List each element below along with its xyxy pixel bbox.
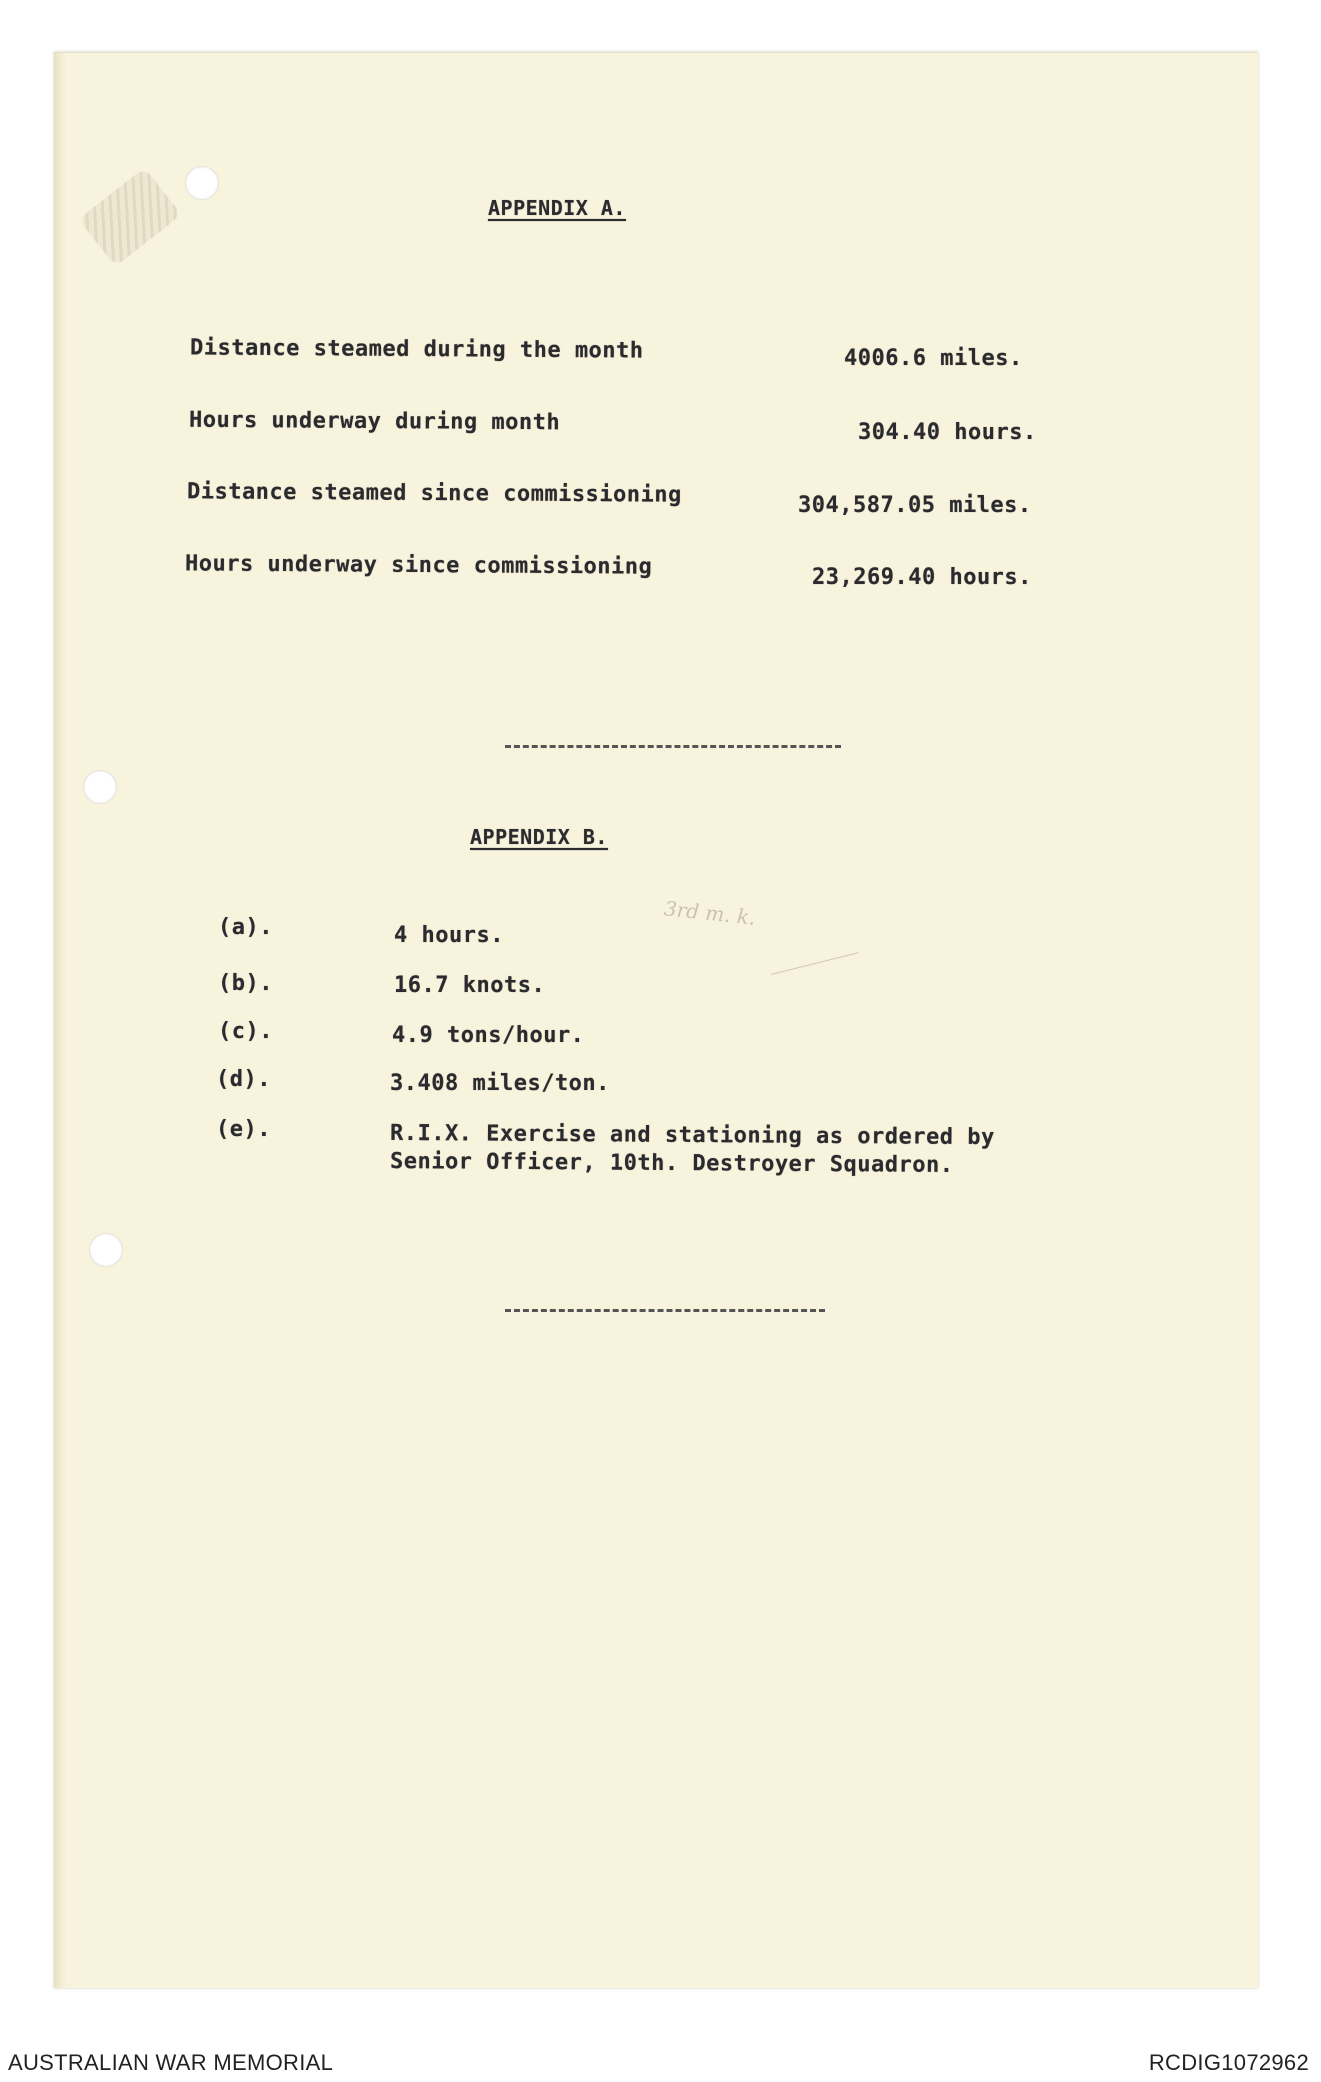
- appendix-b-item-text: 3.408 miles/ton.: [390, 1071, 610, 1096]
- appendix-a-row-label: Distance steamed since commissioning: [186, 479, 682, 508]
- appendix-b-item-letter: (b).: [218, 971, 273, 996]
- page-edge-shadow: [54, 53, 66, 1988]
- appendix-b-item-text: 16.7 knots.: [394, 973, 546, 998]
- appendix-a-row-value: 304,587.05 miles.: [798, 493, 1032, 518]
- pencil-stroke: [771, 952, 859, 975]
- tape-mark: [78, 168, 181, 267]
- appendix-b-item-text: 4 hours.: [394, 923, 504, 948]
- punch-hole-upper: [185, 166, 219, 200]
- appendix-b-item-text-continued: Senior Officer, 10th. Destroyer Squadron.: [389, 1149, 954, 1178]
- appendix-a-row-value: 23,269.40 hours.: [812, 565, 1032, 590]
- punch-hole-lower: [89, 1233, 123, 1267]
- appendix-b-item-letter: (d).: [216, 1067, 271, 1092]
- document-page: [54, 52, 1258, 1988]
- footer-record-id: RCDIG1072962: [1148, 2050, 1309, 2075]
- separator-rule: [505, 745, 841, 748]
- appendix-b-item-letter: (c).: [218, 1019, 273, 1044]
- pencil-annotation: 3rd m. k.: [662, 896, 757, 930]
- appendix-a-row-label: Distance steamed during the month: [189, 335, 644, 364]
- appendix-a-row-label: Hours underway since commissioning: [184, 551, 653, 580]
- appendix-b-item-text: R.I.X. Exercise and stationing as ordered by: [389, 1120, 995, 1151]
- appendix-b-item-letter: (a).: [218, 915, 273, 940]
- appendix-a-row-value: 304.40 hours.: [858, 420, 1037, 445]
- punch-hole-middle: [83, 770, 117, 804]
- appendix-b-item-text: 4.9 tons/hour.: [392, 1023, 585, 1048]
- appendix-a-heading: APPENDIX A.: [488, 196, 626, 220]
- appendix-b-heading: APPENDIX B.: [470, 825, 608, 849]
- appendix-a-row-label: Hours underway during month: [188, 407, 561, 436]
- appendix-a-row-value: 4006.6 miles.: [844, 346, 1023, 371]
- appendix-b-item-letter: (e).: [216, 1117, 271, 1142]
- separator-rule: [505, 1309, 825, 1312]
- footer-archive-name: AUSTRALIAN WAR MEMORIAL: [8, 2050, 334, 2075]
